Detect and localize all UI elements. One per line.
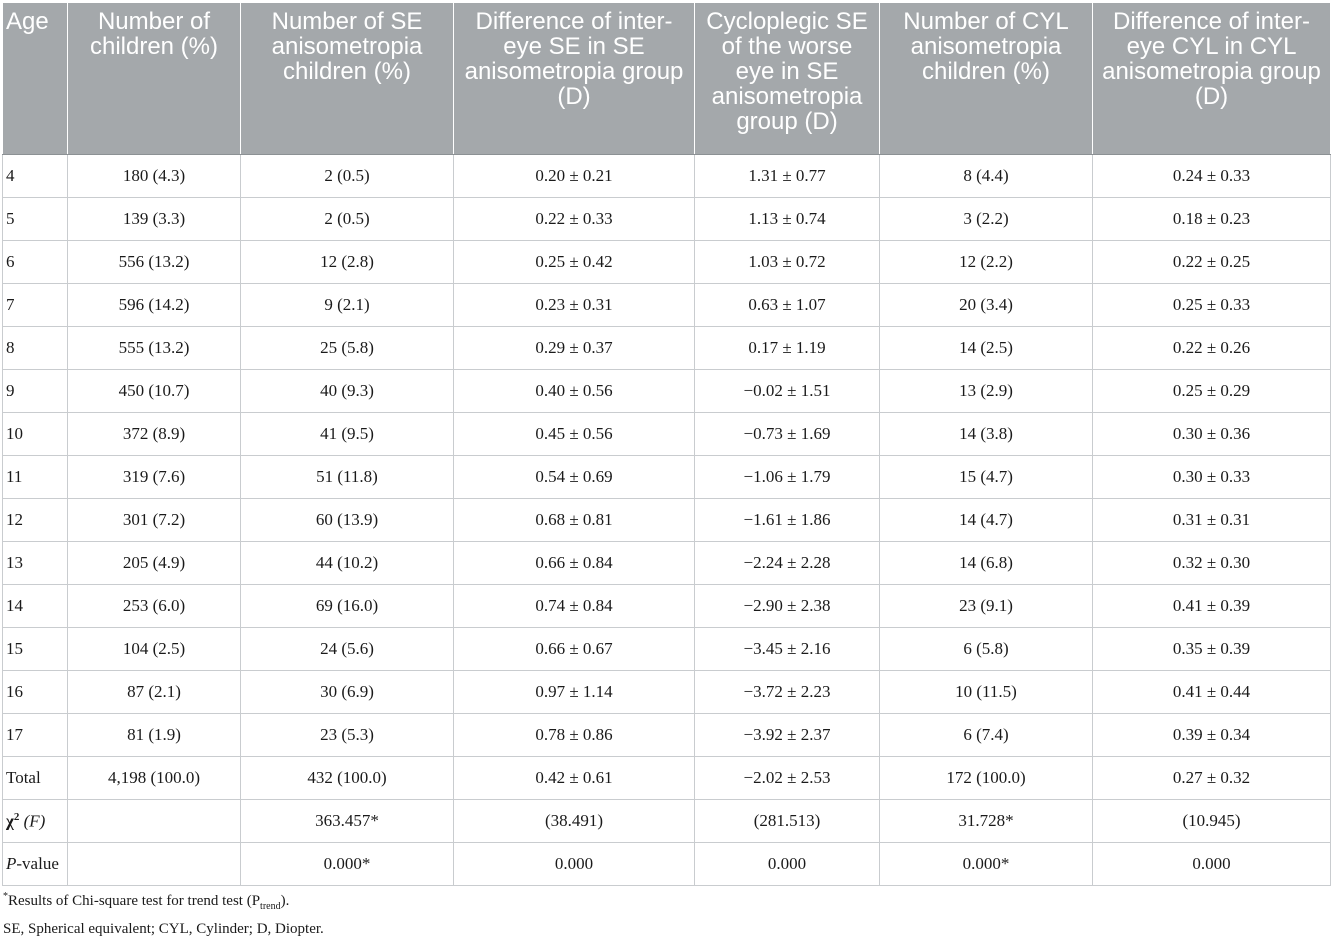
cell-cyclo-se: −1.06 ± 1.79	[695, 456, 880, 499]
cell-age: 17	[3, 714, 68, 757]
cell-age: Total	[3, 757, 68, 800]
cell-cyl-aniso: 8 (4.4)	[880, 155, 1093, 198]
cell-children: 139 (3.3)	[68, 198, 241, 241]
table-row	[3, 327, 1331, 370]
cell-age: 10	[3, 413, 68, 456]
table-row	[3, 284, 1331, 327]
cell-age: 14	[3, 585, 68, 628]
cell-se-diff: 0.74 ± 0.84	[454, 585, 695, 628]
cell-se-aniso: 23 (5.3)	[241, 714, 454, 757]
cell-se-aniso: 25 (5.8)	[241, 327, 454, 370]
table-row	[3, 499, 1331, 542]
chi-cell	[68, 800, 241, 843]
footnote-trend-end: ).	[280, 893, 290, 909]
chi-cell: (38.491)	[454, 800, 695, 843]
cell-se-diff: 0.29 ± 0.37	[454, 327, 695, 370]
table-row	[3, 628, 1331, 671]
cell-cyclo-se: −3.92 ± 2.37	[695, 714, 880, 757]
p-value-cell: 0.000	[1093, 843, 1331, 886]
cell-cyclo-se: −3.72 ± 2.23	[695, 671, 880, 714]
cell-cyclo-se: −1.61 ± 1.86	[695, 499, 880, 542]
p-italic: P	[6, 854, 17, 873]
cell-se-diff: 0.22 ± 0.33	[454, 198, 695, 241]
p-value-cell: 0.000	[695, 843, 880, 886]
cell-children: 87 (2.1)	[68, 671, 241, 714]
p-value-cell: 0.000	[454, 843, 695, 886]
cell-children: 4,198 (100.0)	[68, 757, 241, 800]
header-inter-eye-se-difference: Difference of inter-eye SE in SE anisometropia group (D)	[454, 3, 695, 155]
p-value-cell: 0.000*	[241, 843, 454, 886]
cell-cyl-diff: 0.25 ± 0.33	[1093, 284, 1331, 327]
cell-children: 555 (13.2)	[68, 327, 241, 370]
cell-age: 12	[3, 499, 68, 542]
cell-cyl-diff: 0.31 ± 0.31	[1093, 499, 1331, 542]
cell-age: 11	[3, 456, 68, 499]
table-row	[3, 671, 1331, 714]
cell-cyclo-se: 0.63 ± 1.07	[695, 284, 880, 327]
cell-se-diff: 0.78 ± 0.86	[454, 714, 695, 757]
cell-age: 15	[3, 628, 68, 671]
cell-cyl-diff: 0.30 ± 0.33	[1093, 456, 1331, 499]
cell-age: 4	[3, 155, 68, 198]
cell-cyclo-se: 0.17 ± 1.19	[695, 327, 880, 370]
footnote-asterisk: *	[3, 891, 8, 902]
cell-cyclo-se: −2.02 ± 2.53	[695, 757, 880, 800]
table-row	[3, 370, 1331, 413]
table-row	[3, 456, 1331, 499]
cell-se-aniso: 69 (16.0)	[241, 585, 454, 628]
cell-se-aniso: 2 (0.5)	[241, 155, 454, 198]
cell-cyclo-se: −2.24 ± 2.28	[695, 542, 880, 585]
cell-se-diff: 0.20 ± 0.21	[454, 155, 695, 198]
table-row	[3, 241, 1331, 284]
cell-cyl-diff: 0.22 ± 0.26	[1093, 327, 1331, 370]
cell-cyclo-se: 1.03 ± 0.72	[695, 241, 880, 284]
cell-se-diff: 0.66 ± 0.84	[454, 542, 695, 585]
cell-cyl-aniso: 14 (3.8)	[880, 413, 1093, 456]
cell-cyl-diff: 0.30 ± 0.36	[1093, 413, 1331, 456]
cell-se-aniso: 51 (11.8)	[241, 456, 454, 499]
cell-cyclo-se: −0.02 ± 1.51	[695, 370, 880, 413]
header-cycloplegic-se-worse-eye: Cycloplegic SE of the worse eye in SE anisometropia group (D)	[695, 3, 880, 155]
cell-cyl-aniso: 14 (4.7)	[880, 499, 1093, 542]
table-row	[3, 155, 1331, 198]
cell-cyl-aniso: 15 (4.7)	[880, 456, 1093, 499]
table-header	[3, 3, 1331, 155]
header-inter-eye-cyl-difference: Difference of inter-eye CYL in CYL anisometropia group (D)	[1093, 3, 1331, 155]
cell-children: 253 (6.0)	[68, 585, 241, 628]
cell-se-aniso: 2 (0.5)	[241, 198, 454, 241]
p-value-label	[3, 843, 68, 886]
chi-cell: (281.513)	[695, 800, 880, 843]
chi-cell: 363.457*	[241, 800, 454, 843]
cell-cyl-diff: 0.32 ± 0.30	[1093, 542, 1331, 585]
cell-se-diff: 0.66 ± 0.67	[454, 628, 695, 671]
cell-cyl-aniso: 6 (7.4)	[880, 714, 1093, 757]
cell-age: 16	[3, 671, 68, 714]
cell-children: 556 (13.2)	[68, 241, 241, 284]
cell-cyl-diff: 0.39 ± 0.34	[1093, 714, 1331, 757]
chi-symbol: χ	[6, 811, 14, 831]
cell-se-diff: 0.42 ± 0.61	[454, 757, 695, 800]
cell-age: 5	[3, 198, 68, 241]
chi-superscript: 2	[13, 810, 20, 823]
cell-se-diff: 0.68 ± 0.81	[454, 499, 695, 542]
cell-cyl-diff: 0.24 ± 0.33	[1093, 155, 1331, 198]
cell-se-aniso: 40 (9.3)	[241, 370, 454, 413]
cell-se-aniso: 44 (10.2)	[241, 542, 454, 585]
cell-age: 8	[3, 327, 68, 370]
p-value-cell	[68, 843, 241, 886]
cell-cyl-diff: 0.35 ± 0.39	[1093, 628, 1331, 671]
cell-children: 372 (8.9)	[68, 413, 241, 456]
p-value-cell: 0.000*	[880, 843, 1093, 886]
table-row	[3, 198, 1331, 241]
chi-cell: (10.945)	[1093, 800, 1331, 843]
cell-se-diff: 0.54 ± 0.69	[454, 456, 695, 499]
cell-cyl-aniso: 172 (100.0)	[880, 757, 1093, 800]
chi-cell: 31.728*	[880, 800, 1093, 843]
cell-cyl-aniso: 12 (2.2)	[880, 241, 1093, 284]
cell-cyl-aniso: 23 (9.1)	[880, 585, 1093, 628]
header-se-anisometropia-count: Number of SE anisometropia children (%)	[241, 3, 454, 155]
total-row	[3, 757, 1331, 800]
cell-cyl-diff: 0.22 ± 0.25	[1093, 241, 1331, 284]
table-row	[3, 413, 1331, 456]
p-value-row	[3, 843, 1331, 886]
cell-se-diff: 0.23 ± 0.31	[454, 284, 695, 327]
header-row	[3, 3, 1331, 155]
cell-cyl-diff: 0.27 ± 0.32	[1093, 757, 1331, 800]
cell-cyl-aniso: 14 (6.8)	[880, 542, 1093, 585]
footnote-trend-test	[3, 886, 324, 918]
cell-se-aniso: 41 (9.5)	[241, 413, 454, 456]
cell-children: 319 (7.6)	[68, 456, 241, 499]
cell-se-diff: 0.97 ± 1.14	[454, 671, 695, 714]
table-body	[3, 155, 1331, 886]
cell-cyl-diff: 0.18 ± 0.23	[1093, 198, 1331, 241]
cell-cyl-aniso: 13 (2.9)	[880, 370, 1093, 413]
cell-cyl-aniso: 3 (2.2)	[880, 198, 1093, 241]
cell-cyclo-se: −3.45 ± 2.16	[695, 628, 880, 671]
cell-age: 7	[3, 284, 68, 327]
table-row	[3, 542, 1331, 585]
cell-se-aniso: 432 (100.0)	[241, 757, 454, 800]
results-table	[2, 2, 1331, 886]
cell-cyclo-se: 1.31 ± 0.77	[695, 155, 880, 198]
cell-se-aniso: 60 (13.9)	[241, 499, 454, 542]
cell-children: 596 (14.2)	[68, 284, 241, 327]
p-suffix: -value	[16, 854, 59, 873]
cell-cyclo-se: −2.90 ± 2.38	[695, 585, 880, 628]
cell-age: 9	[3, 370, 68, 413]
cell-children: 301 (7.2)	[68, 499, 241, 542]
cell-cyclo-se: −0.73 ± 1.69	[695, 413, 880, 456]
cell-cyl-diff: 0.41 ± 0.39	[1093, 585, 1331, 628]
cell-age: 13	[3, 542, 68, 585]
cell-cyl-aniso: 14 (2.5)	[880, 327, 1093, 370]
cell-se-diff: 0.25 ± 0.42	[454, 241, 695, 284]
chi-square-row	[3, 800, 1331, 843]
cell-se-aniso: 24 (5.6)	[241, 628, 454, 671]
table-row	[3, 714, 1331, 757]
cell-cyl-aniso: 20 (3.4)	[880, 284, 1093, 327]
cell-se-aniso: 12 (2.8)	[241, 241, 454, 284]
table-row	[3, 585, 1331, 628]
footnote-trend-text: Results of Chi-square test for trend test (P	[8, 893, 261, 909]
chi-square-label	[3, 800, 68, 843]
header-cyl-anisometropia-count: Number of CYL anisometropia children (%)	[880, 3, 1093, 155]
header-age: Age	[3, 3, 68, 155]
cell-cyl-diff: 0.25 ± 0.29	[1093, 370, 1331, 413]
footnote-trend-subscript: trend	[260, 901, 281, 912]
chi-suffix: (F)	[23, 811, 46, 831]
cell-cyl-aniso: 10 (11.5)	[880, 671, 1093, 714]
cell-se-aniso: 9 (2.1)	[241, 284, 454, 327]
cell-children: 450 (10.7)	[68, 370, 241, 413]
cell-se-diff: 0.45 ± 0.56	[454, 413, 695, 456]
cell-children: 205 (4.9)	[68, 542, 241, 585]
cell-cyl-diff: 0.41 ± 0.44	[1093, 671, 1331, 714]
cell-cyl-aniso: 6 (5.8)	[880, 628, 1093, 671]
cell-children: 81 (1.9)	[68, 714, 241, 757]
cell-children: 180 (4.3)	[68, 155, 241, 198]
cell-children: 104 (2.5)	[68, 628, 241, 671]
cell-se-aniso: 30 (6.9)	[241, 671, 454, 714]
cell-se-diff: 0.40 ± 0.56	[454, 370, 695, 413]
cell-cyclo-se: 1.13 ± 0.74	[695, 198, 880, 241]
footnote-abbreviations: SE, Spherical equivalent; CYL, Cylinder; D, Diopter.	[3, 921, 324, 937]
cell-age: 6	[3, 241, 68, 284]
header-number-of-children: Number of children (%)	[68, 3, 241, 155]
